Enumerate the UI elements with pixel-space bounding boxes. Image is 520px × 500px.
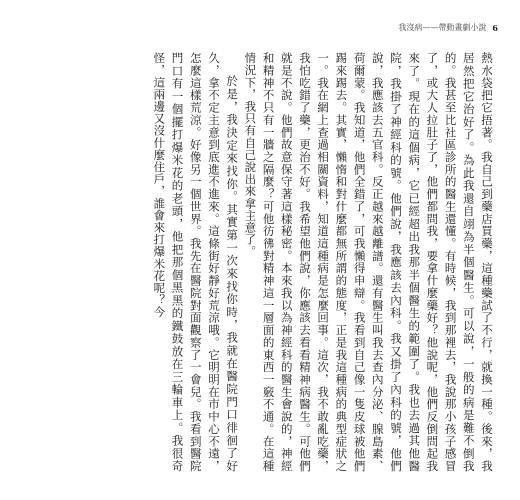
body-text <box>21 52 496 472</box>
paragraph: 熱水袋把它捂著。我自己到藥店買藥，這種藥試了不行，就換一種。後來，我居然把它治好了。為此我還自翊為半個醫生。可以說，一般的病是難不倒我的。我甚至比社區診所的醫生還懂。有時候，我到那裡去，我說那小孩子感冒了，或大人拉肚子了，他們都問我，要拿什麼藥好？他說呢，他們反倒問起我來了。現在的這個病，它已經超出我那半個醫生的範圍了。我也去過其他醫院，我掛了神經科的號。他們說，我應該去內科。我又掛了內科的號，他們說，我應該去五官科。反正越來越離譜。還有醫生叫我去查內分泌、腺島素、荷爾蒙。我知道，他們全錯了，可我懶得申辯。我看到自己像一隻皮球被他們踢來踢去。其實，懶惰和對什麼都無所謂的態度，正是我這種病的典型症狀之一。我在網上查過相關資料，知道這種病是怎麼回事。這次，我不敢亂吃藥，我怕吃錯了藥，更治不好。我希望他們說，你應該去看看精神病醫生。可他們就是不說。他們故意保守著這樣秘密。本來我以為神經科的醫生會說的，神經和精神不只有一牆之隔麼？可他彷彿對精神這一層面的東西一竅不通。在這種情況下，我只有自己說出來拿主意了。 <box>243 52 494 472</box>
page-number: 6 <box>492 22 498 33</box>
paragraph: 於是，我決定來找你。其實第一次來找你時，我就在醫院門口徘徊了好久，拿不定主意到底進不進來。這條街好靜好荒涼哦。它明明在市中心不遠，怎麼這樣荒涼。好像另一個世界。我先在醫院對面觀察了一會兒。我看到醫院門口有一個擺打爆米花的老頭，他把那個黑黑的鐵鼓放在三輪車上。我很奇怪，這兩邊又沒什麼住戶，誰會來打爆米花呢？今 <box>152 52 240 472</box>
running-title: 我沒病——帶動畫劇小說 <box>398 23 487 32</box>
running-head <box>398 22 498 33</box>
